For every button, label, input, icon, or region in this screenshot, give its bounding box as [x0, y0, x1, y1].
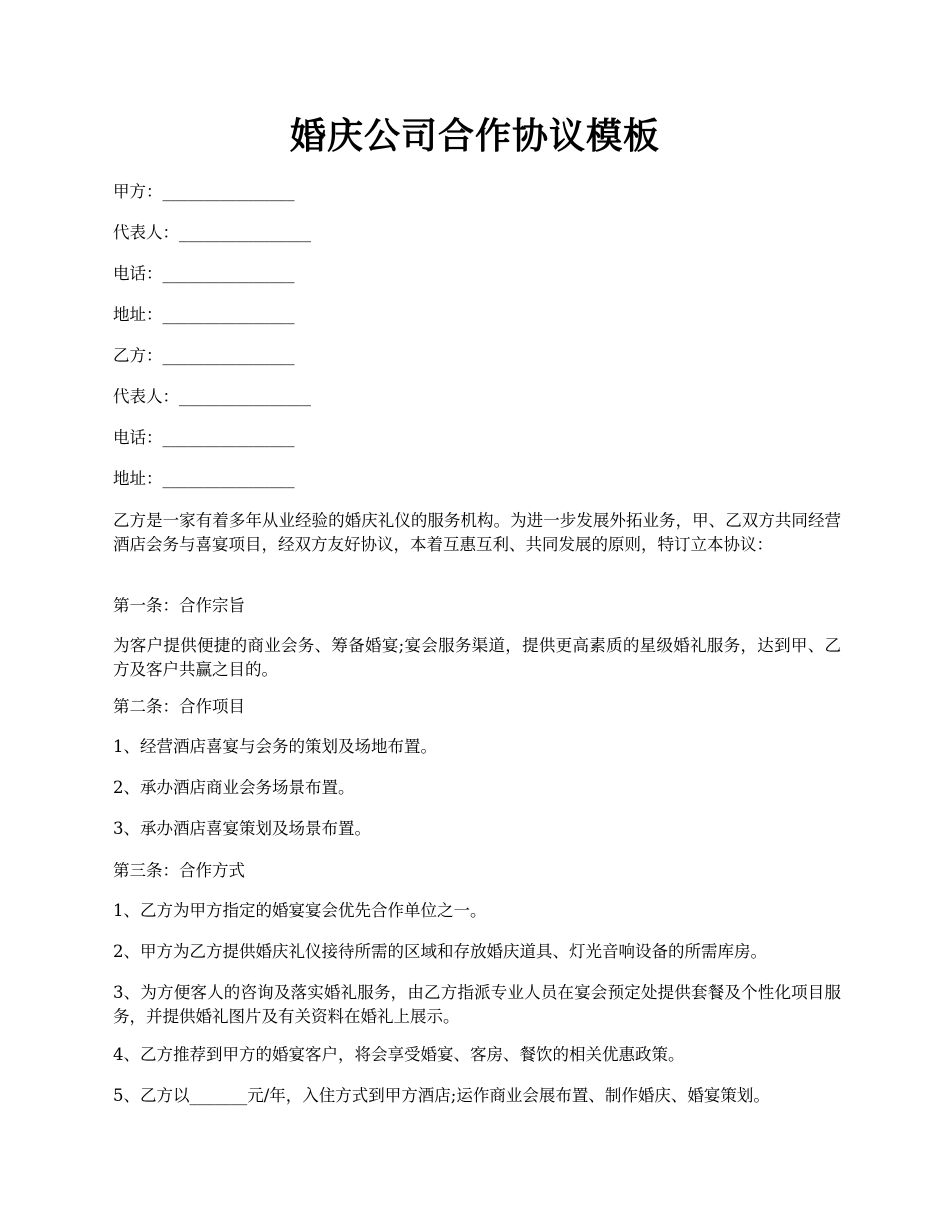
article-3-item: 4、乙方推荐到甲方的婚宴客户，将会享受婚宴、客房、餐饮的相关优惠政策。: [113, 1045, 685, 1064]
article-1-heading: 第一条：合作宗旨: [113, 596, 245, 615]
article-2-item: 1、经营酒店喜宴与会务的策划及场地布置。: [113, 737, 437, 756]
party-b-name-line: 乙方：________________: [113, 346, 295, 365]
party-b-phone-line: 电话：________________: [113, 428, 295, 447]
article-3-item: 2、甲方为乙方提供婚庆礼仪接待所需的区域和存放婚庆道具、灯光音响设备的所需库房。: [113, 942, 767, 961]
party-a-address-line: 地址：________________: [113, 305, 295, 324]
article-3-item: 1、乙方为甲方指定的婚宴宴会优先合作单位之一。: [113, 901, 487, 920]
article-3-item: 3、为方便客人的咨询及落实婚礼服务，由乙方指派专业人员在宴会预定处提供套餐及个性化项目服务，并提供婚礼图片及有关资料在婚礼上展示。: [113, 983, 841, 1026]
party-b-representative-line: 代表人：________________: [113, 387, 311, 406]
preamble-paragraph: 乙方是一家有着多年从业经验的婚庆礼仪的服务机构。为进一步发展外拓业务，甲、乙双方共同经营酒店会务与喜宴项目，经双方友好协议，本着互惠互利、共同发展的原则，特订立本协议：: [113, 511, 841, 554]
article-3-item: 5、乙方以_______元/年，入住方式到甲方酒店;运作商业会展布置、制作婚庆、婚宴策划。: [113, 1086, 770, 1105]
article-1-body: 为客户提供便捷的商业会务、筹备婚宴;宴会服务渠道，提供更高素质的星级婚礼服务，达到甲、乙方及客户共赢之目的。: [113, 636, 841, 679]
article-3-heading: 第三条：合作方式: [113, 861, 245, 880]
article-2-heading: 第二条：合作项目: [113, 697, 245, 716]
party-b-address-line: 地址：________________: [113, 469, 295, 488]
article-2-item: 2、承办酒店商业会务场景布置。: [113, 778, 355, 797]
party-a-phone-line: 电话：________________: [113, 264, 295, 283]
article-2-item: 3、承办酒店喜宴策划及场景布置。: [113, 819, 371, 838]
document-title: 婚庆公司合作协议模板: [289, 115, 660, 157]
party-a-representative-line: 代表人：________________: [113, 223, 311, 242]
party-a-name-line: 甲方：________________: [113, 182, 295, 201]
